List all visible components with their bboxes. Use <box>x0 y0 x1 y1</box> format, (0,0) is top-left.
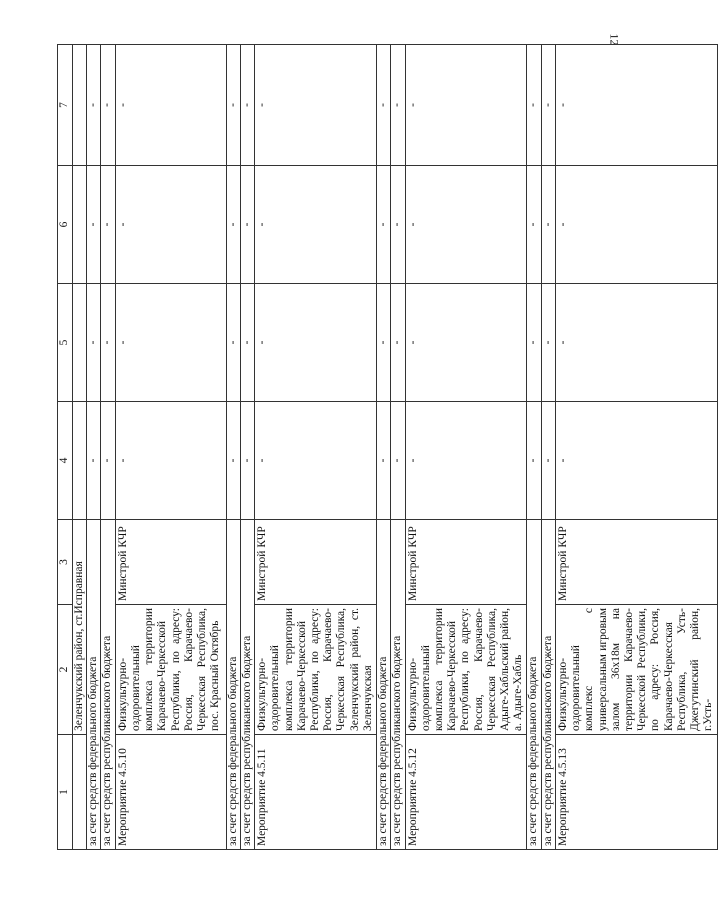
header-row <box>58 45 73 850</box>
cell-value: - <box>527 284 541 402</box>
cell-value: - <box>405 284 527 402</box>
table-row <box>555 45 717 850</box>
cell-value: - <box>527 402 541 520</box>
cell-value: - <box>391 166 405 284</box>
cell-value: - <box>115 45 226 166</box>
cell-value: - <box>87 284 101 402</box>
cell-value: - <box>405 45 527 166</box>
cell-value: - <box>240 45 254 166</box>
table-row <box>405 45 527 850</box>
cell-value <box>73 45 87 166</box>
header-cell: 6 <box>58 166 73 284</box>
header-cell: 2 <box>58 605 73 735</box>
cell-value: - <box>377 402 391 520</box>
cell-value: - <box>101 166 115 284</box>
cell-funding-source: за счет средств федерального бюджета <box>226 520 240 850</box>
table-row <box>87 45 101 850</box>
cell-value: - <box>240 284 254 402</box>
cell-funding-source: за счет средств республиканского бюджета <box>240 520 254 850</box>
cell-value: - <box>391 284 405 402</box>
cell-executor: Минстрой КЧР <box>555 520 717 605</box>
cell-value: - <box>541 284 555 402</box>
cell-value: - <box>405 402 527 520</box>
cell-funding-source: за счет средств республиканского бюджета <box>101 520 115 850</box>
table-row <box>240 45 254 850</box>
page-number: 12 <box>607 33 622 46</box>
cell-value: - <box>555 284 717 402</box>
cell-value: - <box>377 45 391 166</box>
cell-value: - <box>555 45 717 166</box>
table-row <box>255 45 377 850</box>
cell-value: - <box>101 402 115 520</box>
cell-value: - <box>255 402 377 520</box>
cell-value: - <box>87 166 101 284</box>
cell-description: Физкультурно-оздоровительный комплекса территории Карачаево-Черкесской Республики, по адресу: Россия, Карачаево-Черкесская Республика, Зеленчукский район, ст. Зеленчукская <box>255 605 377 735</box>
cell-value: - <box>541 45 555 166</box>
cell-value: - <box>391 402 405 520</box>
cell-measure-label: Мероприятие 4.5.12 <box>405 735 527 850</box>
cell-label <box>73 735 87 850</box>
header-cell: 7 <box>58 45 73 166</box>
cell-value: - <box>240 166 254 284</box>
cell-value: - <box>527 45 541 166</box>
cell-executor: Минстрой КЧР <box>115 520 226 605</box>
cell-funding-source: за счет средств республиканского бюджета <box>391 520 405 850</box>
cell-value: - <box>101 284 115 402</box>
cell-value: - <box>87 402 101 520</box>
cell-value: - <box>115 284 226 402</box>
cell-funding-source: за счет средств федерального бюджета <box>527 520 541 850</box>
table-row <box>391 45 405 850</box>
header-cell: 1 <box>58 735 73 850</box>
table-row <box>541 45 555 850</box>
cell-value: - <box>226 45 240 166</box>
table-row <box>101 45 115 850</box>
cell-value: - <box>255 166 377 284</box>
cell-value: - <box>541 402 555 520</box>
cell-value: - <box>377 166 391 284</box>
table-row <box>377 45 391 850</box>
cell-value: - <box>527 166 541 284</box>
cell-value: - <box>115 166 226 284</box>
cell-value: - <box>87 45 101 166</box>
cell-description: Физкультурно-оздоровительный комплекса территории Карачаево-Черкесской Республики, по адресу: Россия, Карачаево-Черкесская Республика, пос. Красный Октябрь <box>115 605 226 735</box>
cell-value: - <box>555 402 717 520</box>
cell-description: Физкультурно-оздоровительный комплекс с универсальным игровым залом 36х18м на территории Карачаево-Черкесской Республики, по адресу: Россия, Карачаево-Черкесская Республика, Усть-Джегутинский район, г.Усть- <box>555 605 717 735</box>
cell-value: - <box>255 284 377 402</box>
cell-value <box>73 402 87 520</box>
cell-value: - <box>226 402 240 520</box>
cell-value <box>73 284 87 402</box>
table-row <box>527 45 541 850</box>
cell-value: - <box>115 402 226 520</box>
cell-value: - <box>101 45 115 166</box>
cell-measure-label: Мероприятие 4.5.11 <box>255 735 377 850</box>
cell-value: - <box>555 166 717 284</box>
cell-value: - <box>255 45 377 166</box>
header-cell: 4 <box>58 402 73 520</box>
cell-value: - <box>240 402 254 520</box>
header-cell: 5 <box>58 284 73 402</box>
cell-value: - <box>226 166 240 284</box>
rotated-table-area <box>57 45 715 850</box>
cell-value: - <box>391 45 405 166</box>
cell-measure-label: Мероприятие 4.5.10 <box>115 735 226 850</box>
table-row <box>226 45 240 850</box>
cell-funding-source: за счет средств федерального бюджета <box>87 520 101 850</box>
cell-value: - <box>226 284 240 402</box>
cell-description: Физкультурно-оздоровительный комплекса территории Карачаево-Черкесской Республики, по адресу: Россия, Карачаево-Черкесская Республика, Адыге-Хабльский район, а. Адыге-Хабль <box>405 605 527 735</box>
cell-executor: Минстрой КЧР <box>255 520 377 605</box>
cell-executor: Минстрой КЧР <box>405 520 527 605</box>
cell-value <box>73 166 87 284</box>
budget-table <box>57 44 718 850</box>
table-row <box>115 45 226 850</box>
cell-measure-label: Мероприятие 4.5.13 <box>555 735 717 850</box>
cell-value: - <box>377 284 391 402</box>
cell-funding-source: за счет средств республиканского бюджета <box>541 520 555 850</box>
cell-value: - <box>405 166 527 284</box>
cell-value: - <box>541 166 555 284</box>
cell-funding-source: за счет средств федерального бюджета <box>377 520 391 850</box>
table-row <box>73 45 87 850</box>
header-cell: 3 <box>58 520 73 605</box>
cell-description: Зеленчукский район, ст.Исправная <box>73 520 87 735</box>
